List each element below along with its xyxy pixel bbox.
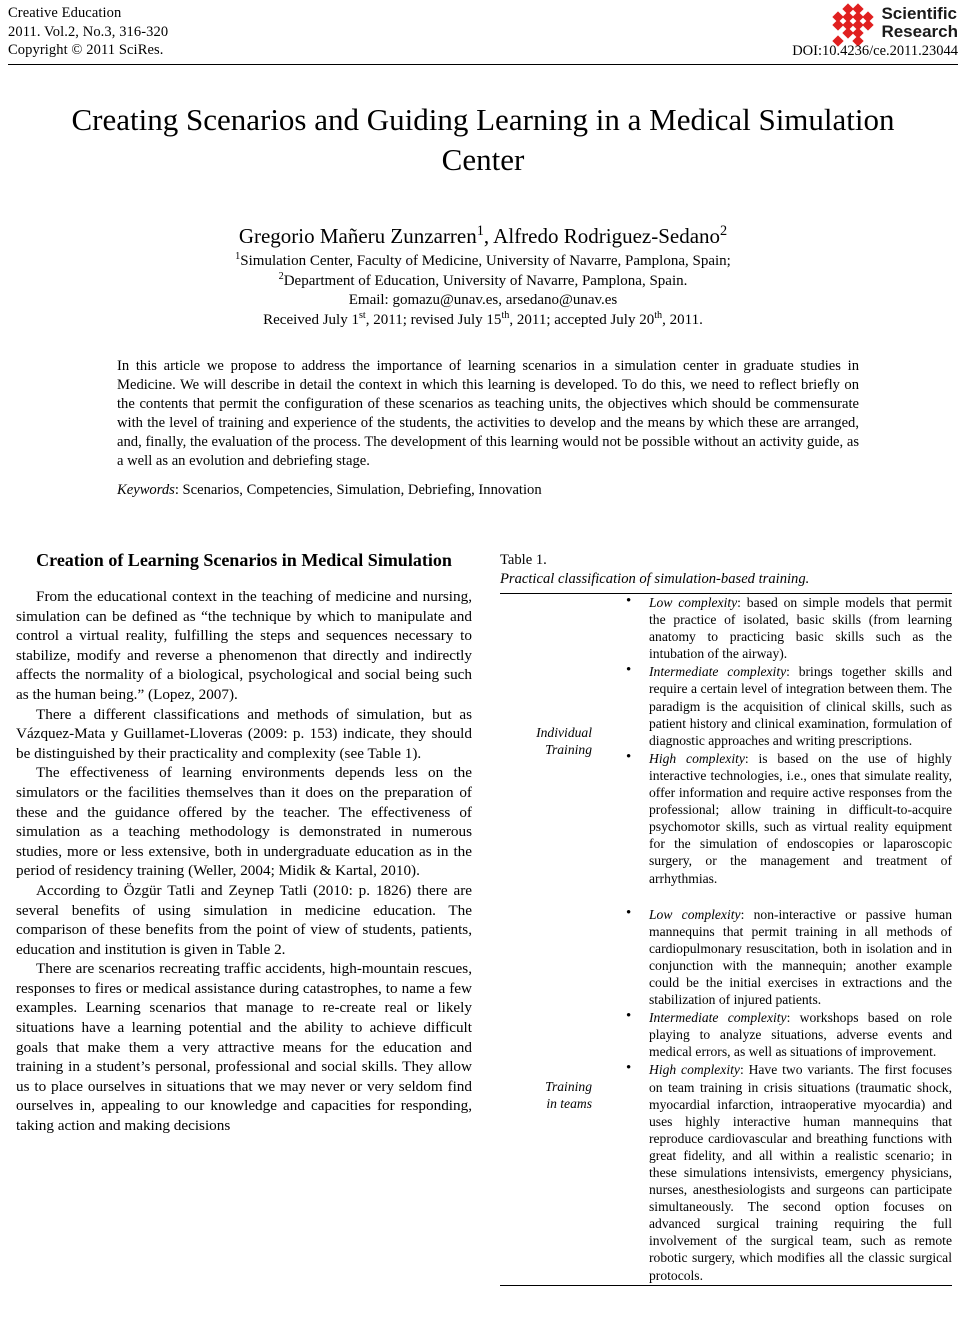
author-list: Gregorio Mañeru Zunzarren$^1$, Alfredo Rodriguez-Sedano$^2$ (238, 223, 728, 248)
keywords-value: : Scenarios, Competencies, Simulation, Debriefing, Innovation (174, 482, 542, 498)
bullet-text: : non-interactive or passive human mannequins that permit training in all methods of cardiopulmonary resuscitation, both in isolation and in conjunction with the mannequin; another example could be the initial exercises in extractions and the stabilization of injured patients. (649, 906, 952, 1008)
page-masthead (8, 4, 958, 60)
table-row-content (592, 594, 952, 888)
right-column (500, 551, 952, 1286)
body-paragraph: From the educational context in the teaching of medicine and nursing, simulation can be defined as “the technique by which to manipulate and control a virtual reality, fulfilling the steps and sequences necessary to stabilize, modify and reverse a phenomenon that directly and indirectly affects the normality of a biological, psychological and social being such as the human being.” (Lopez, 2007). (16, 588, 472, 703)
diamond-cell (863, 19, 874, 30)
bullet-text: : workshops based on role playing to analyze situations, adverse events and medical errors, as well as situations of improvement. (649, 1010, 952, 1060)
bullet-text: : is based on the use of highly interactive technologies, i.e., ones that simulate reality, offer information and require active responses from the professional; allow training in difficult-to-acquire psychomotor skills, such as virtual reality equipment for the simulation of endoscopies or laparoscopic surgery, or the management and treatment of arrhythmias. (649, 750, 952, 886)
left-column (16, 548, 472, 1136)
body-paragraph: The effectiveness of learning environments depends less on the simulators or the facilities themselves than it does on the preparation of these and the guidance offered by the teacher. The effectiveness of simulation as a teaching methodology is demonstrated in numerous studies, more or less extensive, both in undergraduate education as in the period of residency training (Weller, 2004; Midik & Kartal, 2010). (16, 764, 472, 880)
table-caption-text: Practical classification of simulation-based training. (500, 571, 810, 587)
table-row-label (500, 594, 592, 888)
table-caption-number: Table 1. (500, 552, 547, 568)
header-divider (8, 64, 958, 65)
bullet-term: Low complexity (649, 906, 741, 922)
section-heading: Creation of Learning Scenarios in Medical Simulation (36, 550, 452, 570)
table-row-spacer (500, 888, 952, 906)
brand-line-2: Research (881, 22, 958, 41)
doi-text: DOI:10.4236/ce.2011.23044 (792, 43, 958, 59)
list-item (626, 1009, 952, 1060)
brand-wordmark (881, 4, 958, 41)
table-row-content (592, 906, 952, 1285)
table-row-label-line: Individual (536, 724, 592, 740)
body-paragraph: There are scenarios recreating traffic accidents, high-mountain rescues, responses to fires or medical assistance during catastrophes, to name a few examples. Learning scenarios that manage to re-create real or likely situations have a learning potential and the ability to achieve difficult goals that make them a very attractive means for the education and training in a student’s personal, professional and social skills. They allow us to place ourselves in situations that we may never or very seldom find ourselves in, appealing to our knowledge and capacities for responding, taking action and making decisions (16, 960, 472, 1135)
author-emails: Email: gomazu@unav.es, arsedano@unav.es (348, 292, 618, 308)
left-column-body (16, 587, 472, 1136)
table-row (500, 906, 952, 1285)
journal-info (8, 4, 168, 60)
keywords-line (117, 481, 859, 500)
journal-name: Creative Education (8, 5, 122, 21)
diamond-grid-icon (834, 5, 876, 43)
submission-dates: Received July 1st, 2011; revised July 15th, 2011; accepted July 20th, 2011. (263, 309, 703, 328)
list-item (626, 1061, 952, 1283)
affiliations-block (70, 252, 896, 330)
journal-copyright: Copyright © 2011 SciRes. (8, 42, 164, 58)
keywords-label: Keywords (117, 482, 175, 498)
bullet-term: High complexity (649, 750, 745, 766)
body-paragraph: There a different classifications and methods of simulation, but as Vázquez-Mata y Guillamet-Lloveras (2009: p. 153) indicate, they should be distinguished by their practicality and complexity (see Table 1). (16, 705, 472, 762)
complexity-bullet-list (592, 906, 952, 1284)
table-1 (500, 594, 952, 1285)
table-bottom-rule (500, 1285, 952, 1286)
table-row-label-line: in teams (546, 1096, 592, 1112)
page-title: Creating Scenarios and Guiding Learning in a Medical Simulation Center (71, 102, 895, 177)
list-item (626, 906, 952, 1009)
body-paragraph: According to Özgür Tatli and Zeynep Tatli (2010: p. 1826) there are several benefits of using simulation in medicine education. The comparison of these benefits from the point of view of students, patients, education and institution is given in Table 2. (16, 881, 472, 958)
bullet-term: Low complexity (649, 595, 738, 610)
list-item (626, 750, 952, 887)
affiliation-1: $^1$Simulation Center, Faculty of Medicine, University of Navarre, Pamplona, Spain; (235, 251, 731, 269)
list-item (626, 663, 952, 748)
bullet-text: : brings together skills and require a certain level of integration between them. The paradigm is the acquisition of clinical skills, such as patient history and clinical examination, formulation of diagnostic approaches and writing prescriptions. (649, 664, 952, 748)
affiliation-2: $^2$Department of Education, University of Navarre, Pamplona, Spain. (278, 270, 688, 289)
bullet-term: High complexity (649, 1062, 740, 1078)
bullet-text: : based on simple models that permit the practice of isolated, basic skills (from learning anatomy to practicing basic skills such as the intubation of the airway). (649, 595, 952, 662)
brand-line-1: Scientific (881, 4, 958, 23)
journal-issue: 2011. Vol.2, No.3, 316-320 (8, 23, 169, 40)
abstract-text: In this article we propose to address the importance of learning scenarios in a simulation center in graduate studies in Medicine. We will describe in detail the context in which this learning is developed. To do this, we need to reflect briefly on the contents that permit the configuration of these scenarios as teaching units, the objectives which should be commensurate with the level of training and experience of the students, the activities to develop and the means by which these are arranged, and, finally, the evaluation of the process. The development of this learning would not be possible without an activity guide, as a well as an evolution and debriefing stage. (117, 358, 859, 469)
table-row-label (500, 906, 592, 1285)
list-item (626, 594, 952, 662)
bullet-text: : Have two variants. The first focuses on team training in crisis situations (traumatic shock, myocardial infarction, intraoperative myocardia) and uses highly interactive human mannequins that reproduce cardiovascular and breathing functions with great fidelity, and all within a realistic scenario; in these simulations intensivists, emergency physicians, nurses, anesthesiologists and surgeons can participate simultaneously. The second option focuses on advanced surgical training requiring the full involvement of the surgical team, such as remote robotic surgery, which modifies all the classic surgical protocols. (649, 1062, 952, 1283)
bullet-term: Intermediate complexity (649, 664, 787, 680)
table-row-label-line: Training (545, 741, 592, 757)
complexity-bullet-list (592, 594, 952, 887)
bullet-term: Intermediate complexity (649, 1010, 787, 1026)
table-row-label-line: Training (545, 1079, 592, 1095)
scientific-research-logo (834, 4, 958, 43)
table-row (500, 594, 952, 888)
